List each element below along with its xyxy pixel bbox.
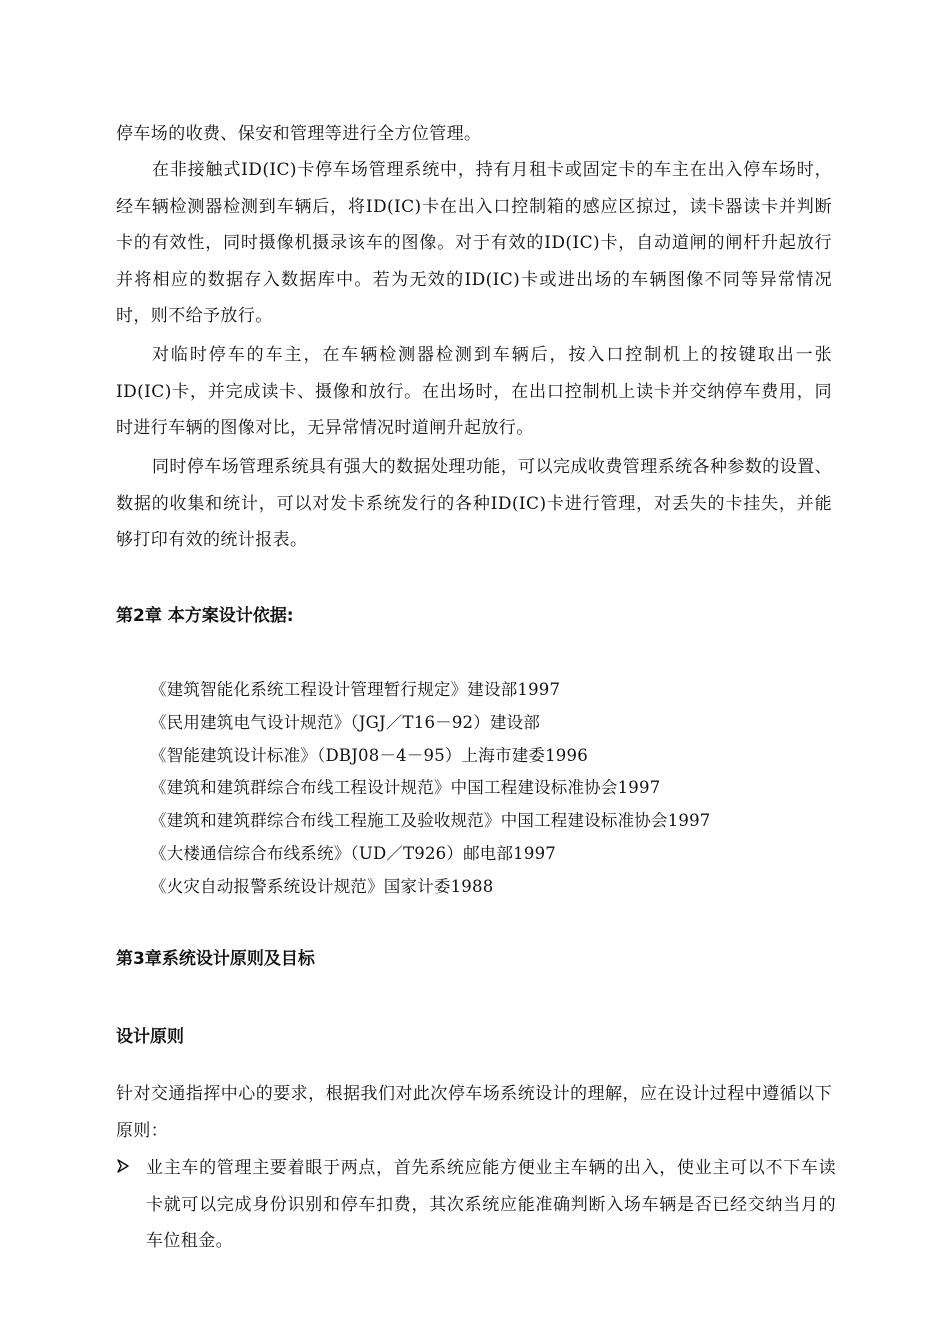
reference-item: 《火灾自动报警系统设计规范》国家计委1988 [150,876,494,896]
bullet-text: 业主车的管理主要着眼于两点，首先系统应能方便业主车辆的出入，使业主可以不下车读卡就可以完成身份识别和停车扣费，其次系统应能准确判断入场车辆是否已经交纳当月的车位租金。 [146,1158,836,1251]
reference-list [150,674,711,904]
paragraph-data-processing: 同时停车场管理系统具有强大的数据处理功能，可以完成收费管理系统各种参数的设置、数据的收集和统计，可以对发卡系统发行的各种ID(IC)卡进行管理，对丢失的卡挂失，并能够打印有效的统计报表。 [116,457,832,550]
reference-item: 《大楼通信综合布线系统》（UD／T926）邮电部1997 [150,843,556,863]
reference-item: 《智能建筑设计标准》（DBJ08－4－95）上海市建委1996 [150,745,588,765]
reference-item: 《建筑和建筑群综合布线工程设计规范》中国工程建设标准协会1997 [150,778,661,798]
chapter-3-heading: 第3章系统设计原则及目标 [116,949,315,969]
reference-item: 《民用建筑电气设计规范》（JGJ／T16－92）建设部 [150,712,541,732]
paragraph-principles-intro: 针对交通指挥中心的要求，根据我们对此次停车场系统设计的理解，应在设计过程中遵循以下原则： [116,1084,832,1141]
reference-item: 《建筑和建筑群综合布线工程施工及验收规范》中国工程建设标准协会1997 [150,811,711,831]
paragraph-temporary-parking: 对临时停车的车主，在车辆检测器检测到车辆后，按入口控制机上的按键取出一张ID(IC)卡，并完成读卡、摄像和放行。在出场时，在出口控制机上读卡并交纳停车费用，同时进行车辆的图像对比，无异常情况时道闸升起放行。 [116,345,832,438]
design-principles-subheading: 设计原则 [116,1027,184,1047]
arrow-bullet-icon [116,1159,130,1173]
reference-item: 《建筑智能化系统工程设计管理暂行规定》建设部1997 [150,680,561,699]
chapter-2-heading: 第2章 本方案设计依据: [116,606,294,626]
paragraph-continuation: 停车场的收费、保安和管理等进行全方位管理。 [116,124,482,144]
paragraph-monthly-card-process: 在非接触式ID(IC)卡停车场管理系统中，持有月租卡或固定卡的车主在出入停车场时，经车辆检测器检测到车辆后，将ID(IC)卡在出入口控制箱的感应区掠过，读卡器读卡并判断卡的有效性，同时摄像机摄录该车的图像。对于有效的ID(IC)卡，自动道闸的闸杆升起放行并将相应的数据存入数据库中。若为无效的ID(IC)卡或进出场的车辆图像不同等异常情况时，则不给予放行。 [116,160,832,326]
